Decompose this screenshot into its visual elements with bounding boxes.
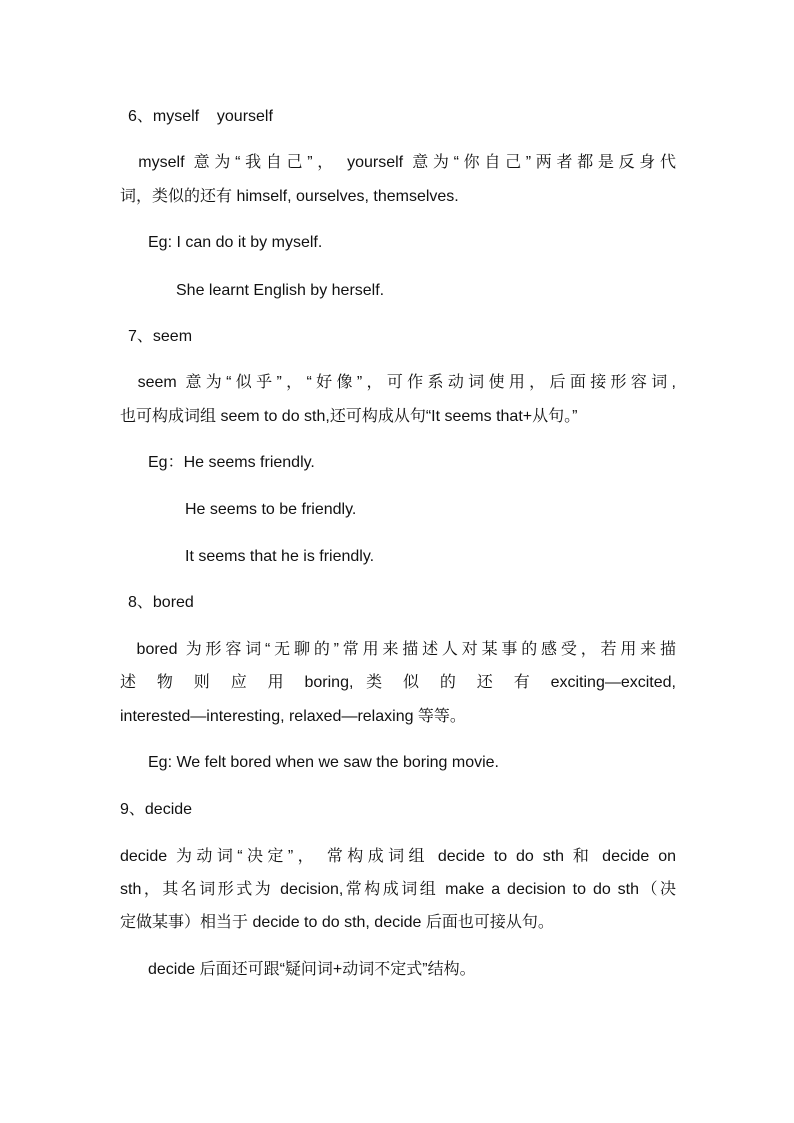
heading-decide: 9、decide [120,801,193,818]
example-seem-2: He seems to be friendly. [185,501,357,518]
example-bored-1: Eg: We felt bored when we saw the boring movie. [148,754,499,771]
heading-seem: 7、seem [128,328,193,345]
paragraph-seem-line-2: 也可构成词组 seem to do sth,还可构成从句“It seems that+从句。” [120,408,578,425]
paragraph-myself-line-1: myself 意为“我自己”， yourself 意为“你自己”两者都是反身代 [120,154,676,171]
paragraph-myself-line-2: 词，类似的还有 himself, ourselves, themselves. [120,188,459,205]
paragraph-bored-line-3: interested—interesting, relaxed—relaxing 等等。 [120,708,466,725]
paragraph-decide-line-2: sth，其名词形式为 decision,常构成词组 make a decision to do sth（决 [120,881,676,898]
example-myself-1: Eg: I can do it by myself. [148,234,323,251]
paragraph-decide-structure: decide 后面还可跟“疑问词+动词不定式”结构。 [148,961,476,978]
example-seem-1: Eg：He seems friendly. [148,454,315,471]
heading-bored: 8、bored [128,594,194,611]
example-seem-3: It seems that he is friendly. [185,548,375,565]
paragraph-decide-line-1: decide 为动词“决定”， 常构成词组 decide to do sth 和 decide on [120,848,676,865]
paragraph-decide-line-3: 定做某事）相当于 decide to do sth, decide 后面也可接从句。 [120,914,554,931]
example-myself-2: She learnt English by herself. [176,282,385,299]
paragraph-bored-line-2: 述 物 则 应 用 boring, 类 似 的 还 有 exciting—excited, [120,674,676,691]
heading-myself-yourself: 6、myself yourself [128,108,273,125]
paragraph-bored-line-1: bored 为形容词“无聊的”常用来描述人对某事的感受，若用来描 [120,641,676,658]
paragraph-seem-line-1: seem 意为“似乎”，“好像”，可作系动词使用，后面接形容词, [120,374,676,391]
